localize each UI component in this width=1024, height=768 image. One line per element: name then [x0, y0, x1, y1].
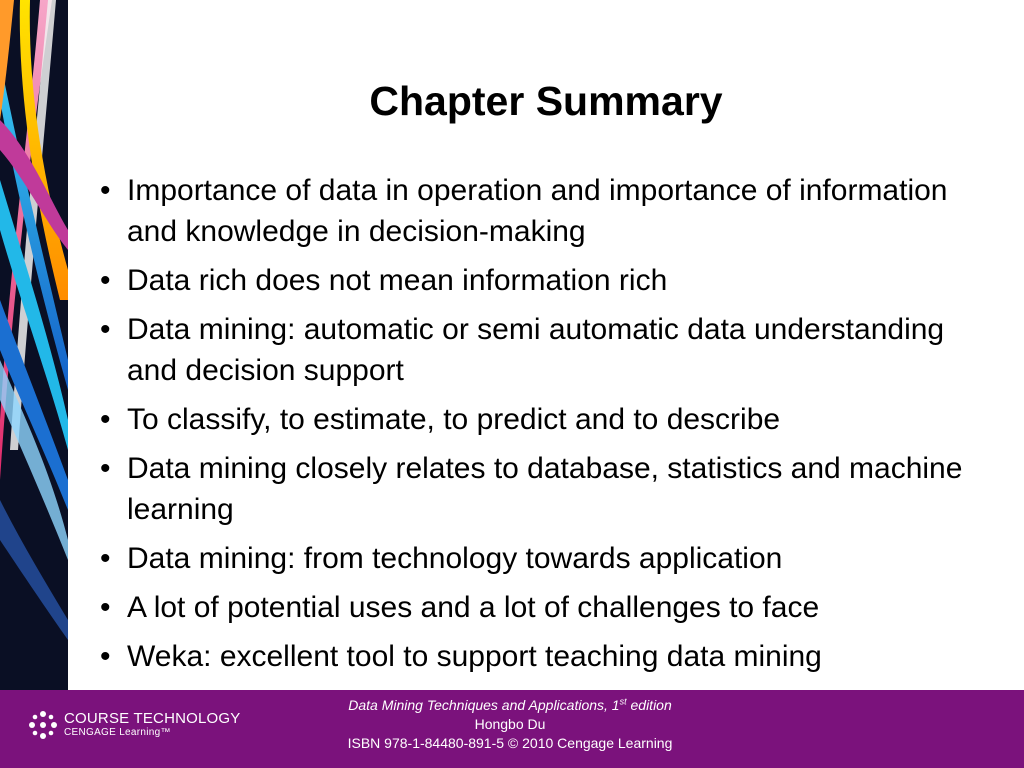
book-title: Data Mining Techniques and Applications, 1 [348, 697, 620, 713]
bullet-dot-icon: • [100, 542, 111, 575]
bullet-dot-icon: • [100, 591, 111, 624]
bullet-dot-icon: • [100, 452, 111, 485]
list-item [100, 636, 980, 677]
footer-citation [300, 696, 720, 753]
slide-title: Chapter Summary [369, 78, 723, 124]
book-title-line [300, 696, 720, 715]
bullet-text: To classify, to estimate, to predict and to describe [127, 403, 781, 436]
author: Hongbo Du [474, 716, 546, 732]
list-item [100, 260, 980, 301]
edition-superscript: st [619, 696, 627, 707]
bullet-text: Importance of data in operation and importance of information and knowledge in decision-making [127, 174, 948, 248]
logo-line-2: CENGAGE Learning [64, 727, 161, 738]
bullet-text: Data mining closely relates to database, statistics and machine learning [127, 452, 963, 526]
publisher-logo [28, 710, 241, 740]
list-item [100, 399, 980, 440]
bullet-text: Data mining: automatic or semi automatic data understanding and decision support [127, 313, 945, 387]
list-item [100, 587, 980, 628]
bullet-text: A lot of potential uses and a lot of challenges to face [127, 591, 820, 624]
summary-bullet-list [100, 170, 980, 685]
decorative-streaks [0, 0, 68, 690]
bullet-text: Data rich does not mean information rich [127, 264, 668, 297]
bullet-dot-icon: • [100, 403, 111, 436]
list-item [100, 538, 980, 579]
list-item [100, 170, 980, 252]
list-item [100, 448, 980, 530]
bullet-dot-icon: • [100, 640, 111, 673]
logo-trademark: ™ [160, 727, 171, 738]
isbn-copyright: ISBN 978-1-84480-891-5 © 2010 Cengage Learning [347, 735, 673, 751]
bullet-text: Data mining: from technology towards application [127, 542, 783, 575]
bullet-dot-icon: • [100, 264, 111, 297]
logo-line-1: COURSE TECHNOLOGY [64, 710, 241, 727]
list-item [100, 309, 980, 391]
bullet-dot-icon: • [100, 174, 111, 207]
streaks-graphic [0, 0, 68, 690]
edition-word: edition [626, 697, 672, 713]
bullet-dot-icon: • [100, 313, 111, 346]
bullet-text: Weka: excellent tool to support teaching data mining [127, 640, 822, 673]
footer-bar [0, 690, 1024, 768]
starburst-logo-icon [28, 710, 58, 740]
